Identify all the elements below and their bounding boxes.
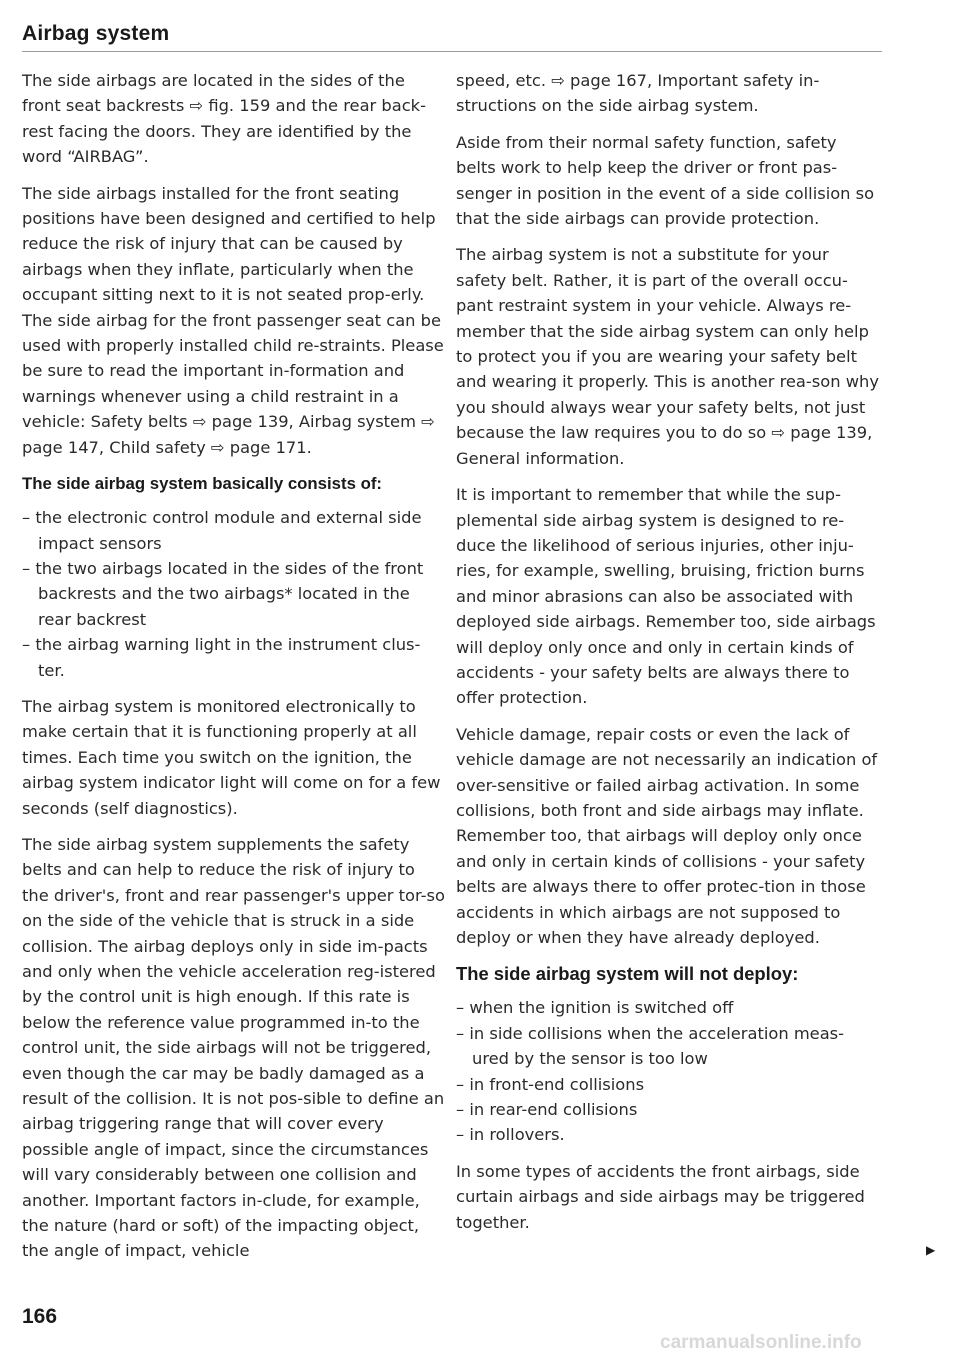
list-item: – in rear-end collisions xyxy=(456,1097,880,1122)
right-column xyxy=(456,68,880,1246)
component-list xyxy=(22,505,446,683)
paragraph: Aside from their normal safety function, safety belts work to help keep the driver or front pas-senger in position in the event of a side collision so that the side airbags can provide protection. xyxy=(456,132,875,229)
paragraph: The side airbag system supplements the safety belts and can help to reduce the risk of injury to the driver's, front and rear passenger's upper tor-so on the side of the vehicle that is struck in a side collision. The airbag deploys only in side im-pacts and only when the vehicle acceleration reg-istered by the control unit is high enough. If this rate is below the reference value programmed in-to the control unit, the side airbags will not be triggered, even though the car may be badly damaged as a result of the collision. It is not pos-sible to define an airbag triggering range that will cover every possible angle of impact, since the circumstances will vary considerably between one collision and another. Important factors in-clude, for example, the nature (hard or soft) of the impacting object, the angle of impact, vehicle xyxy=(22,834,445,1261)
paragraph: The airbag system is not a substitute for your safety belt. Rather, it is part of the overall occu-pant restraint system in your vehicle. Always re-member that the side airbag system can only help to protect you if you are wearing your safety belt and wearing it properly. This is another rea-son why you should always wear your safety belts, not just because the law requires you to do so ⇨ page 139, General information. xyxy=(456,245,879,468)
header-divider xyxy=(22,51,882,52)
paragraph: It is important to remember that while the sup-plemental side airbag system is designed to re-duce the likelihood of serious injuries, other inju-ries, for example, swelling, bruising, friction burns and minor abrasions can also be associated with deployed side airbags. Remember too, side airbags will deploy only once and only in certain kinds of accidents - your safety belts are always there to offer protection. xyxy=(456,485,876,708)
list-item: – the electronic control module and external side impact sensors xyxy=(22,505,446,556)
continue-arrow-icon: ▶ xyxy=(926,1243,936,1257)
subheading: The side airbag system basically consists of: xyxy=(22,474,383,494)
list-item: – when the ignition is switched off xyxy=(456,995,880,1020)
section-title: Airbag system xyxy=(22,22,170,45)
list-item: – in rollovers. xyxy=(456,1122,880,1147)
paragraph: speed, etc. ⇨ page 167, Important safety in-structions on the side airbag system. xyxy=(456,71,820,116)
paragraph: The airbag system is monitored electronically to make certain that it is functioning properly at all times. Each time you switch on the ignition, the airbag system indicator light will come on for a few seconds (self diagnostics). xyxy=(22,696,441,818)
paragraph: The side airbags are located in the sides of the front seat backrests ⇨ fig. 159 and the rear back-rest facing the doors. They are identified by the word “AIRBAG”. xyxy=(22,71,426,167)
paragraph: The side airbags installed for the front seating positions have been designed and certified to help reduce the risk of injury that can be caused by airbags when they inflate, particularly when the occupant sitting next to it is not seated prop-erly. The side airbag for the front passenger seat can be used with properly installed child re-straints. Please be sure to read the important in-formation and warnings whenever using a child restraint in a vehicle: Safety belts ⇨ page 139, Airbag system ⇨ page 147, Child safety ⇨ page 171. xyxy=(22,183,444,457)
paragraph: Vehicle damage, repair costs or even the lack of vehicle damage are not necessarily an indication of over-sensitive or failed airbag activation. In some collisions, both front and side airbags may inflate. Remember too, that airbags will deploy only once and only in certain kinds of collisions - your safety belts are always there to offer protec-tion in those accidents in which airbags are not supposed to deploy or when they have already deployed. xyxy=(456,724,878,947)
list-item: – in side collisions when the acceleration meas-ured by the sensor is too low xyxy=(456,1021,880,1072)
watermark: carmanualsonline.info xyxy=(660,1332,862,1353)
list-item: – in front-end collisions xyxy=(456,1072,880,1097)
paragraph: In some types of accidents the front airbags, side curtain airbags and side airbags may be triggered together. xyxy=(456,1161,865,1232)
subheading: The side airbag system will not deploy: xyxy=(456,963,799,985)
left-column xyxy=(22,68,446,1275)
no-deploy-list xyxy=(456,995,880,1147)
list-item: – the two airbags located in the sides of the front backrests and the two airbags* located in the rear backrest xyxy=(22,556,446,632)
list-item: – the airbag warning light in the instrument clus-ter. xyxy=(22,632,446,683)
page-number: 166 xyxy=(22,1305,58,1328)
